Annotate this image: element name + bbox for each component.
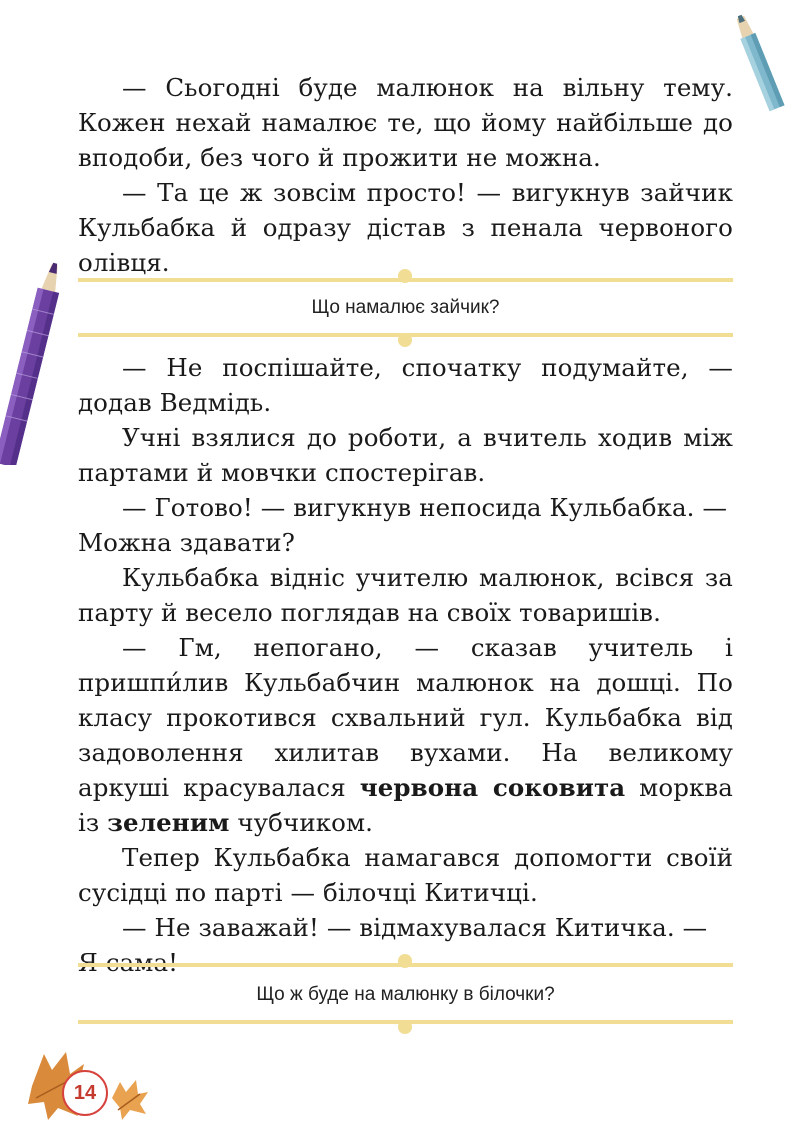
text-run: чубчиком. <box>229 808 374 837</box>
divider-dot <box>398 954 412 968</box>
divider-top-2 <box>78 963 733 967</box>
bold-phrase: зеленим <box>107 808 230 837</box>
text-run: — Гм, непогано, — сказав учитель і пришпи́лив Кульбабчин малюнок на дошці. По класу прокотився схвальний гул. Кульбабка від задоволення хилитав вухами. На великому аркуші красувалася <box>78 633 733 802</box>
paragraph: — Не заважай! — відмахувалася Китичка. — <box>122 913 708 942</box>
paragraph: Можна здавати? <box>78 528 295 557</box>
story-text-middle <box>78 350 733 980</box>
text-run: морква із <box>78 773 733 837</box>
paragraph: Кульбабка відніс учителю малюнок, всівся за парту й весело поглядав на своїх товаришів. <box>78 563 733 627</box>
story-text-top <box>78 70 733 280</box>
blue-pencil-icon <box>728 8 798 112</box>
paragraph: — Не поспішайте, спочатку подумайте, — додав Ведмідь. <box>78 353 733 417</box>
paragraph: Тепер Кульбабка намагався допомогти своїй сусідці по парті — білочці Китичці. <box>78 843 733 907</box>
question-2: Що ж буде на малюнку в білочки? <box>256 984 555 1005</box>
paragraph: Учні взялися до роботи, а вчитель ходив між партами й мовчки спостерігав. <box>78 423 733 487</box>
paragraph: — Сьогодні буде малюнок на вільну тему. Кожен нехай намалює те, що йому найбільше до вподоби, без чого й прожити не можна. <box>78 73 733 172</box>
page-number: 14 <box>62 1070 108 1116</box>
divider-bottom-1 <box>78 333 733 337</box>
paragraph: — Готово! — вигукнув непосида Кульбабка. — <box>122 493 728 522</box>
paragraph-with-bold <box>78 630 733 840</box>
question-1: Що намалює зайчик? <box>311 297 500 318</box>
divider-top-1 <box>78 278 733 282</box>
bold-phrase: червона соковита <box>359 773 626 802</box>
purple-pencil-icon <box>0 260 60 465</box>
divider-dot <box>398 333 412 347</box>
paragraph: — Та це ж зовсім просто! — вигукнув зайчик Кульбабка й одразу дістав з пенала червоного олівця. <box>78 178 733 277</box>
divider-dot <box>398 269 412 283</box>
divider-bottom-2 <box>78 1020 733 1024</box>
divider-dot <box>398 1020 412 1034</box>
